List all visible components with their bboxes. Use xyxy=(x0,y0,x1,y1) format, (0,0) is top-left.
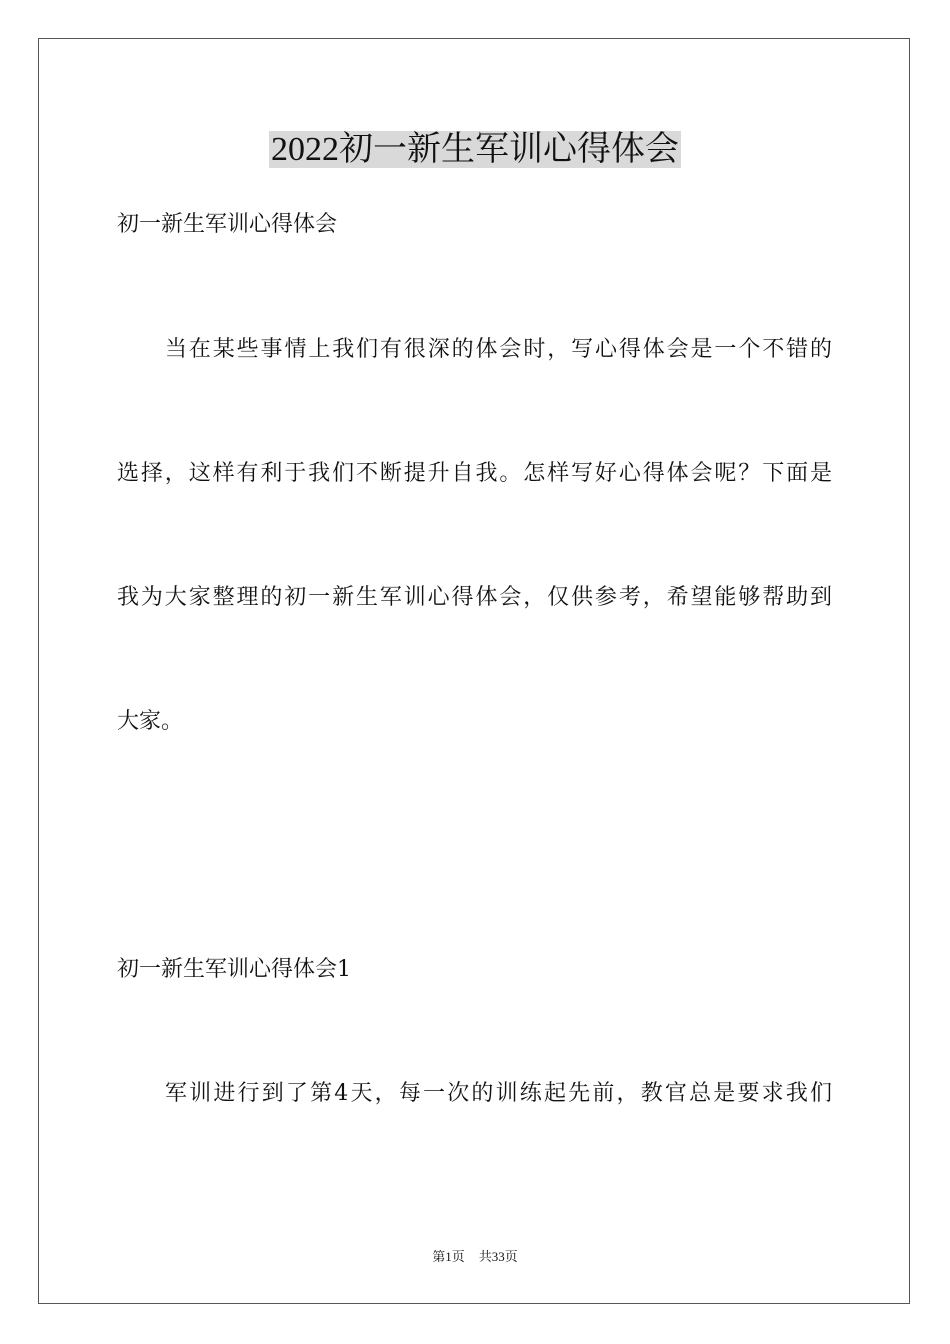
paragraph-line: 我为大家整理的初一新生军训心得体会，仅供参考，希望能够帮助到 xyxy=(117,585,833,610)
section-heading: 初一新生军训心得体会1 xyxy=(117,957,351,982)
paragraph-line: 选择，这样有利于我们不断提升自我。怎样写好心得体会呢？下面是 xyxy=(117,461,833,486)
paragraph-line: 当在某些事情上我们有很深的体会时，写心得体会是一个不错的 xyxy=(165,337,833,362)
document-title-text: 2022初一新生军训心得体会 xyxy=(271,131,679,168)
document-title xyxy=(0,128,950,172)
page-number: 第1页 xyxy=(432,1249,465,1264)
page-footer xyxy=(0,1248,950,1266)
paragraph-line: 军训进行到了第4天，每一次的训练起先前，教官总是要求我们 xyxy=(165,1081,833,1106)
paragraph-line: 大家。 xyxy=(117,709,184,734)
document-subtitle: 初一新生军训心得体会 xyxy=(117,212,338,237)
page-total: 共33页 xyxy=(478,1249,518,1264)
